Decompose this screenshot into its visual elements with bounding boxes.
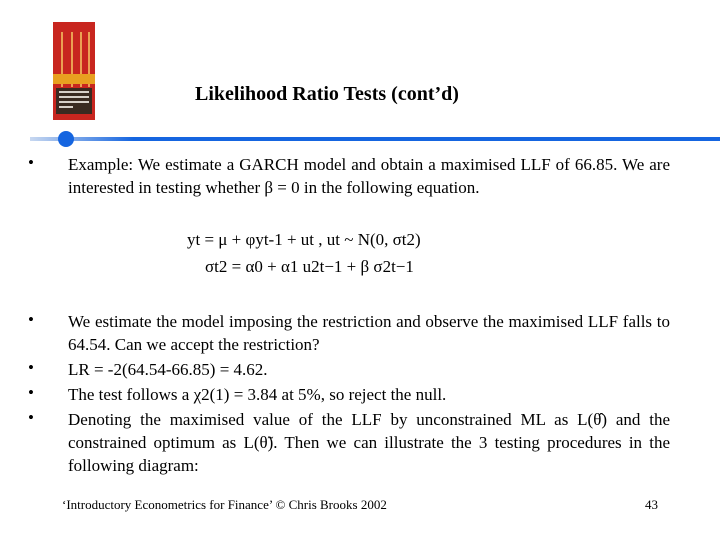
title-rule-dot: [58, 131, 74, 147]
bullet-chi-square: The test follows a χ2(1) = 3.84 at 5%, so reject the null.: [68, 385, 447, 404]
bullet-marker: •: [28, 310, 34, 329]
bullet-marker: •: [28, 358, 34, 377]
bullet-marker: •: [28, 408, 34, 427]
bullet-llf-notation: Denoting the maximised value of the LLF by unconstrained ML as L(θ̂) and the constrained optimum as L(θ̃). Then we can illustrate the 3 testing procedures in the following diagram:: [68, 410, 670, 475]
page-number: 43: [645, 497, 658, 512]
title-rule: [30, 137, 720, 141]
slide-title: Likelihood Ratio Tests (cont’d): [195, 83, 459, 105]
variance-equation: σt2 = α0 + α1 u2t−1 + β σ2t−1: [205, 257, 414, 276]
bullet-marker: •: [28, 383, 34, 402]
bullet-marker: •: [28, 153, 34, 172]
footer-source: ‘Introductory Econometrics for Finance’ © Chris Brooks 2002: [62, 497, 387, 512]
bullet-lr-statistic: LR = -2(64.54-66.85) = 4.62.: [68, 360, 268, 379]
bullet-example: Example: We estimate a GARCH model and obtain a maximised LLF of 66.85. We are interested in testing whether β = 0 in the following equation.: [68, 155, 670, 197]
book-cover-image: [53, 22, 95, 120]
bullet-restriction: We estimate the model imposing the restriction and observe the maximised LLF falls to 64.54. Can we accept the restriction?: [68, 312, 670, 354]
mean-equation: yt = μ + φyt-1 + ut , ut ~ N(0, σt2): [187, 230, 421, 249]
